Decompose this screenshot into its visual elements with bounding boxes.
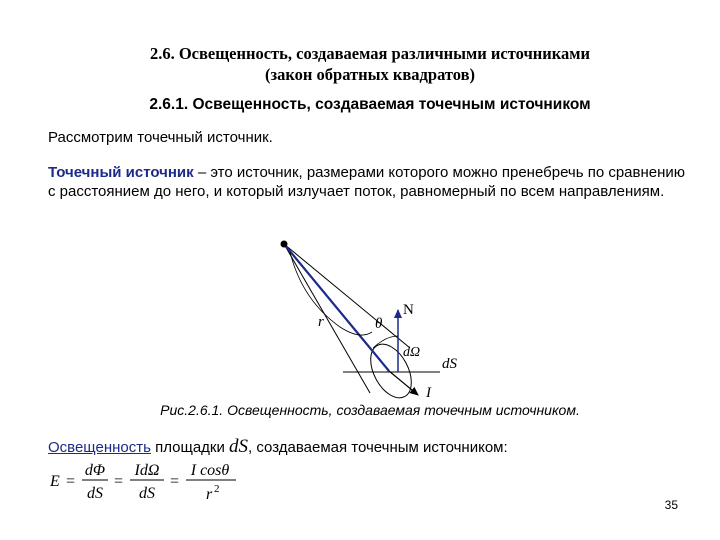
figure-caption: Рис.2.6.1. Освещенность, создаваемая точечным источником. xyxy=(160,402,580,418)
formula-e: E xyxy=(50,473,60,490)
intro-text: Рассмотрим точечный источник. xyxy=(48,129,273,146)
label-theta: θ xyxy=(375,316,383,332)
illuminance-text-after: , создаваемая точечным источником: xyxy=(248,439,508,456)
definition-text: – это источник, размерами которого можно пренебречь по сравнению с расстоянием до него, и который излучает поток, равномерный по всем направлениям. xyxy=(48,164,686,200)
page-number: 35 xyxy=(664,498,678,512)
ray-r xyxy=(284,244,389,371)
title-line-1: 2.6. Освещенность, создаваемая различными источниками xyxy=(149,44,591,63)
illuminance-formula xyxy=(46,456,246,506)
title-line-2: (закон обратных квадратов) xyxy=(264,65,476,84)
label-i: I xyxy=(426,385,431,401)
formula-num-3: I cosθ xyxy=(190,462,230,479)
formula-eq-1: = xyxy=(66,473,76,490)
illuminance-text-before: площадки xyxy=(150,439,230,456)
illuminance-line xyxy=(48,437,688,457)
label-ds: dS xyxy=(442,356,457,372)
formula-den-3-exp: 2 xyxy=(214,483,220,495)
label-n: N xyxy=(403,302,414,318)
formula-num-1: dΦ xyxy=(84,462,106,479)
formula-eq-2: = xyxy=(114,473,124,490)
formula-den-1: dS xyxy=(87,485,103,502)
cone-edge-right xyxy=(284,244,410,348)
point-source xyxy=(281,241,288,248)
label-r: r xyxy=(318,314,324,330)
illuminance-symbol: dS xyxy=(229,436,249,457)
formula-den-2: dS xyxy=(139,485,155,502)
formula-eq-3: = xyxy=(170,473,180,490)
ray-i-arrow xyxy=(389,371,418,395)
formula-den-3-base: r xyxy=(206,486,213,503)
label-domega: dΩ xyxy=(403,345,421,360)
section-subtitle: 2.6.1. Освещенность, создаваемая точечным источником xyxy=(149,96,591,113)
definition-term: Точечный источник xyxy=(48,164,194,181)
formula-num-2: IdΩ xyxy=(134,462,160,479)
cone-edge-left xyxy=(284,244,370,393)
illuminance-term: Освещенность xyxy=(48,439,151,456)
